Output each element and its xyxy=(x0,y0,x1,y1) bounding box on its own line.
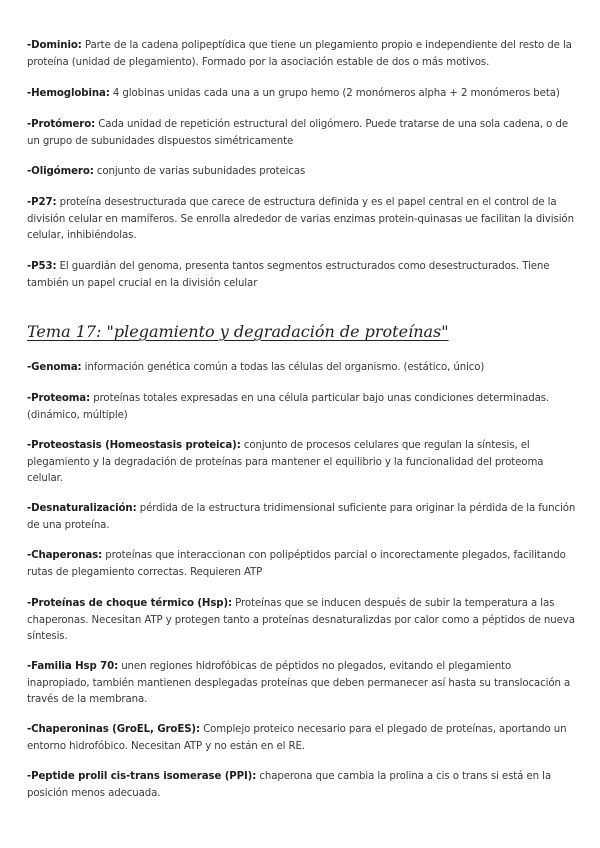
entry-ppi xyxy=(27,769,576,802)
term: -Peptide prolil cis-trans isomerase (PPI): xyxy=(27,771,257,782)
entry-p53 xyxy=(27,259,576,292)
entry-desnaturalizacion xyxy=(27,501,576,534)
term: -Proteínas de choque térmico (Hsp): xyxy=(27,598,233,609)
definition: conjunto de varias subunidades proteicas xyxy=(93,166,306,177)
term: -Proteostasis (Homeostasis proteica): xyxy=(27,440,241,451)
definition: información genética común a todas las células del organismo. (estático, único) xyxy=(81,362,485,373)
definition: unen regiones hidrofóbicas de péptidos no plegados, evitando el plegamiento inapropiado, también mantienen desplegadas proteínas que deben permanecer así hasta su translocación a través de la membrana. xyxy=(27,661,571,705)
term: -Dominio: xyxy=(27,40,82,51)
definition: El guardián del genoma, presenta tantos segmentos estructurados como desestructurados. Tiene también un papel crucial en la división celular xyxy=(27,261,550,289)
definition: 4 globinas unidas cada una a un grupo hemo (2 monómeros alpha + 2 monómeros beta) xyxy=(109,88,560,99)
term: -Familia Hsp 70: xyxy=(27,661,119,672)
term: -Protómero: xyxy=(27,119,96,130)
definition: proteína desestructurada que carece de estructura definida y es el papel central en el control de la división celular en mamíferos. Se enrolla alrededor de varias enzimas protein-quinasas ue facilitan la división celular, inhibiéndolas. xyxy=(27,197,574,241)
entry-proteostasis xyxy=(27,438,576,488)
term: -Proteoma: xyxy=(27,393,91,404)
entry-chaperonas xyxy=(27,548,576,581)
term: -Chaperonas: xyxy=(27,550,103,561)
definition: pérdida de la estructura tridimensional suficiente para originar la pérdida de la función de una proteína. xyxy=(27,503,576,531)
entry-p27 xyxy=(27,195,576,245)
term: -Oligómero: xyxy=(27,166,94,177)
term: -Genoma: xyxy=(27,362,82,373)
definition: proteínas que interaccionan con polipéptidos parcial o incorectamente plegados, facilitando rutas de plegamiento correctas. Requieren ATP xyxy=(27,550,566,578)
term: -Hemoglobina: xyxy=(27,88,110,99)
definition: Proteínas que se inducen después de subir la temperatura a las chaperonas. Necesitan ATP y protegen tanto a proteínas desnaturalizdas por calor como a péptidos de nueva síntesis. xyxy=(27,598,575,642)
definition: Parte de la cadena polipeptídica que tiene un plegamiento propio e independiente del resto de la proteína (unidad de plegamiento). Formado por la asociación estable de dos o más motivos. xyxy=(27,40,572,68)
definition: conjunto de procesos celulares que regulan la síntesis, el plegamiento y la degradación de proteínas para mantener el equilibrio y la funcionalidad del proteoma celular. xyxy=(27,440,544,484)
entry-chaperoninas xyxy=(27,722,576,755)
term: -Chaperoninas (GroEL, GroES): xyxy=(27,724,200,735)
section-title: Tema 17: "plegamiento y degradación de proteínas" xyxy=(27,322,449,341)
term: -P27: xyxy=(27,197,57,208)
entry-dominio xyxy=(27,38,576,71)
definition: chaperona que cambia la prolina a cis o trans si está en la posición menos adecuada. xyxy=(27,771,551,799)
definition: Cada unidad de repetición estructural del oligómero. Puede tratarse de una sola cadena, o de un grupo de subunidades dispuestos simétricamente xyxy=(27,119,568,147)
definition: Complejo proteico necesario para el plegado de proteínas, aportando un entorno hidrofóbico. Necesitan ATP y no están en el RE. xyxy=(27,724,567,752)
entry-protomero xyxy=(27,117,576,150)
term: -Desnaturalización: xyxy=(27,503,137,514)
entry-hsp xyxy=(27,596,576,646)
entry-genoma xyxy=(27,360,576,377)
entry-oligomero xyxy=(27,164,576,181)
entry-hemoglobina xyxy=(27,86,576,103)
definition: proteínas totales expresadas en una célula particular bajo unas condiciones determinadas. (dinámico, múltiple) xyxy=(27,393,550,421)
term: -P53: xyxy=(27,261,57,272)
entry-hsp70 xyxy=(27,659,576,709)
entry-proteoma xyxy=(27,391,576,424)
